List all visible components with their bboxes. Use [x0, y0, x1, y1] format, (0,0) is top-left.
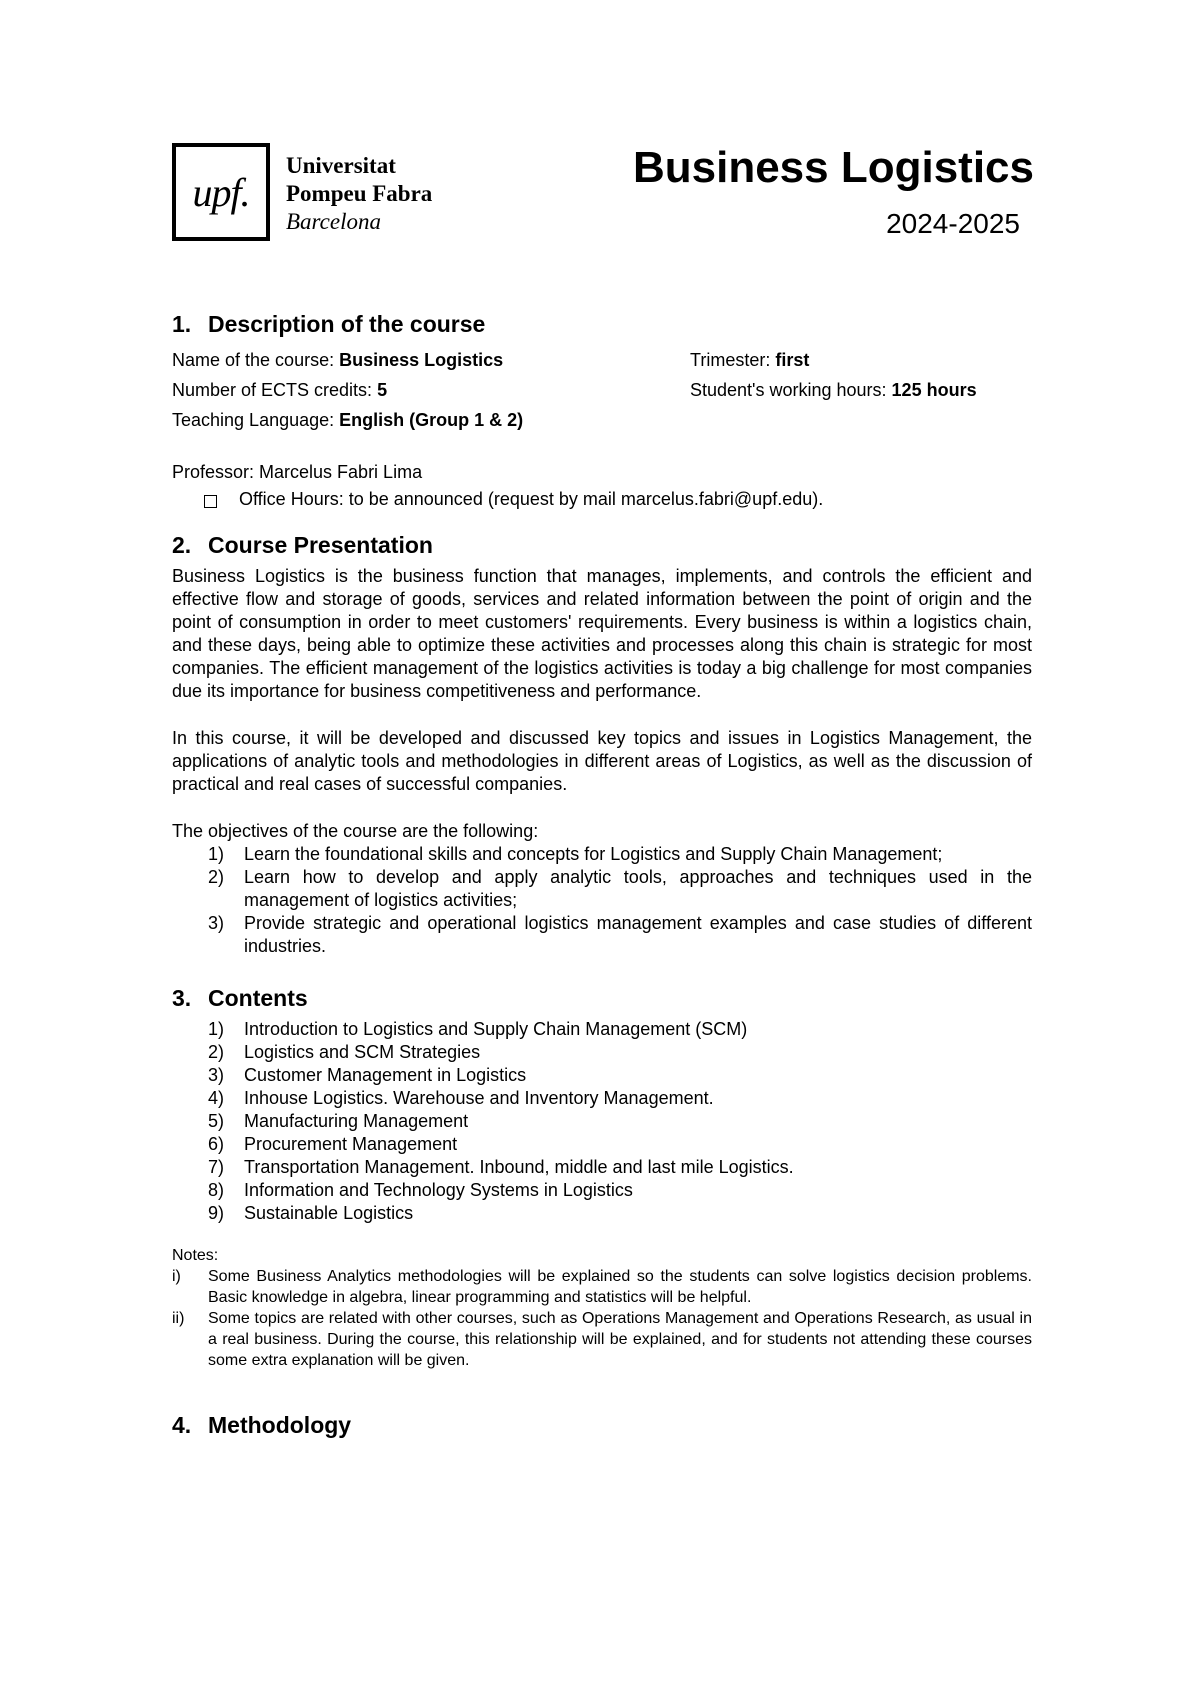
- trimester-row: Trimester: first: [690, 350, 810, 370]
- document-title: Business Logistics: [632, 143, 1034, 192]
- university-name: [286, 152, 432, 236]
- presentation-paragraph-1: Business Logistics is the business function that manages, implements, and controls the efficient and effective flow and storage of goods, services and related information between the point of origin and the point of consumption in order to meet customers' requirements. Every business is within a logistics chain, and these days, being able to optimize these activities and processes along this chain is strategic for most companies. The efficient management of the logistics activities is today a big challenge for most companies due its importance for business competitiveness and performance.: [172, 566, 1032, 701]
- notes-label: Notes:: [172, 1247, 219, 1264]
- contents-list: [172, 1018, 1032, 1225]
- academic-year: 2024-2025: [886, 208, 1020, 239]
- list-item: 3) Customer Management in Logistics: [208, 1065, 527, 1085]
- section-heading-presentation: 2. Course Presentation: [172, 532, 433, 558]
- list-item: 3) Provide strategic and operational logistics management examples and case studies of different industries.: [208, 913, 1032, 956]
- section-heading-description: 1. Description of the course: [172, 311, 486, 337]
- language-row: Teaching Language: English (Group 1 & 2): [172, 410, 524, 430]
- list-item: 8) Information and Technology Systems in Logistics: [208, 1180, 633, 1200]
- list-item: 6) Procurement Management: [208, 1134, 458, 1154]
- presentation-paragraph-2: In this course, it will be developed and discussed key topics and issues in Logistics Management, the applications of analytic tools and methodologies in different areas of Logistics, as well as the discussion of practical and real cases of successful companies.: [172, 728, 1032, 794]
- list-item: 2) Learn how to develop and apply analytic tools, approaches and techniques used in the management of logistics activities;: [208, 867, 1032, 910]
- ects-row: Number of ECTS credits: 5: [172, 380, 388, 400]
- objectives-intro: The objectives of the course are the following:: [172, 821, 539, 841]
- university-line2: Pompeu Fabra: [286, 181, 433, 206]
- list-item: 5) Manufacturing Management: [208, 1111, 469, 1131]
- office-hours-text: Office Hours: to be announced (request by mail marcelus.fabri@upf.edu).: [239, 489, 824, 509]
- university-city: Barcelona: [286, 209, 381, 234]
- section-heading-methodology: 4. Methodology: [172, 1412, 352, 1438]
- university-line1: Universitat: [286, 153, 396, 178]
- logo-mark: upf.: [192, 169, 250, 215]
- course-name-row: Name of the course: Business Logistics: [172, 350, 504, 370]
- list-item: 9) Sustainable Logistics: [208, 1203, 414, 1223]
- note-item: i) Some Business Analytics methodologies will be explained so the students can solve logistics decision problems. Basic knowledge in algebra, linear programming and statistics will be helpful.: [172, 1268, 1032, 1306]
- list-item: 7) Transportation Management. Inbound, middle and last mile Logistics.: [208, 1157, 794, 1177]
- list-item: 4) Inhouse Logistics. Warehouse and Inventory Management.: [208, 1088, 714, 1108]
- notes-block: [172, 1245, 1032, 1371]
- objectives-list: [172, 843, 1032, 958]
- checkbox-bullet-icon: [204, 495, 217, 508]
- office-hours-bullet: [204, 488, 1032, 511]
- section-heading-contents: 3. Contents: [172, 985, 308, 1011]
- document-body: [172, 308, 1032, 1441]
- working-hours-row: Student's working hours: 125 hours: [690, 380, 977, 400]
- upf-logo: [172, 143, 270, 241]
- course-info-grid: [172, 345, 1032, 435]
- note-item: ii) Some topics are related with other courses, such as Operations Management and Operations Research, as usual in a real business. During the course, this relationship will be explained, and for students not attending these courses some extra explanation will be given.: [172, 1310, 1032, 1369]
- list-item: 2) Logistics and SCM Strategies: [208, 1042, 481, 1062]
- professor-line: Professor: Marcelus Fabri Lima: [172, 462, 423, 482]
- list-item: 1) Learn the foundational skills and concepts for Logistics and Supply Chain Management;: [208, 844, 943, 864]
- list-item: 1) Introduction to Logistics and Supply Chain Management (SCM): [208, 1019, 748, 1039]
